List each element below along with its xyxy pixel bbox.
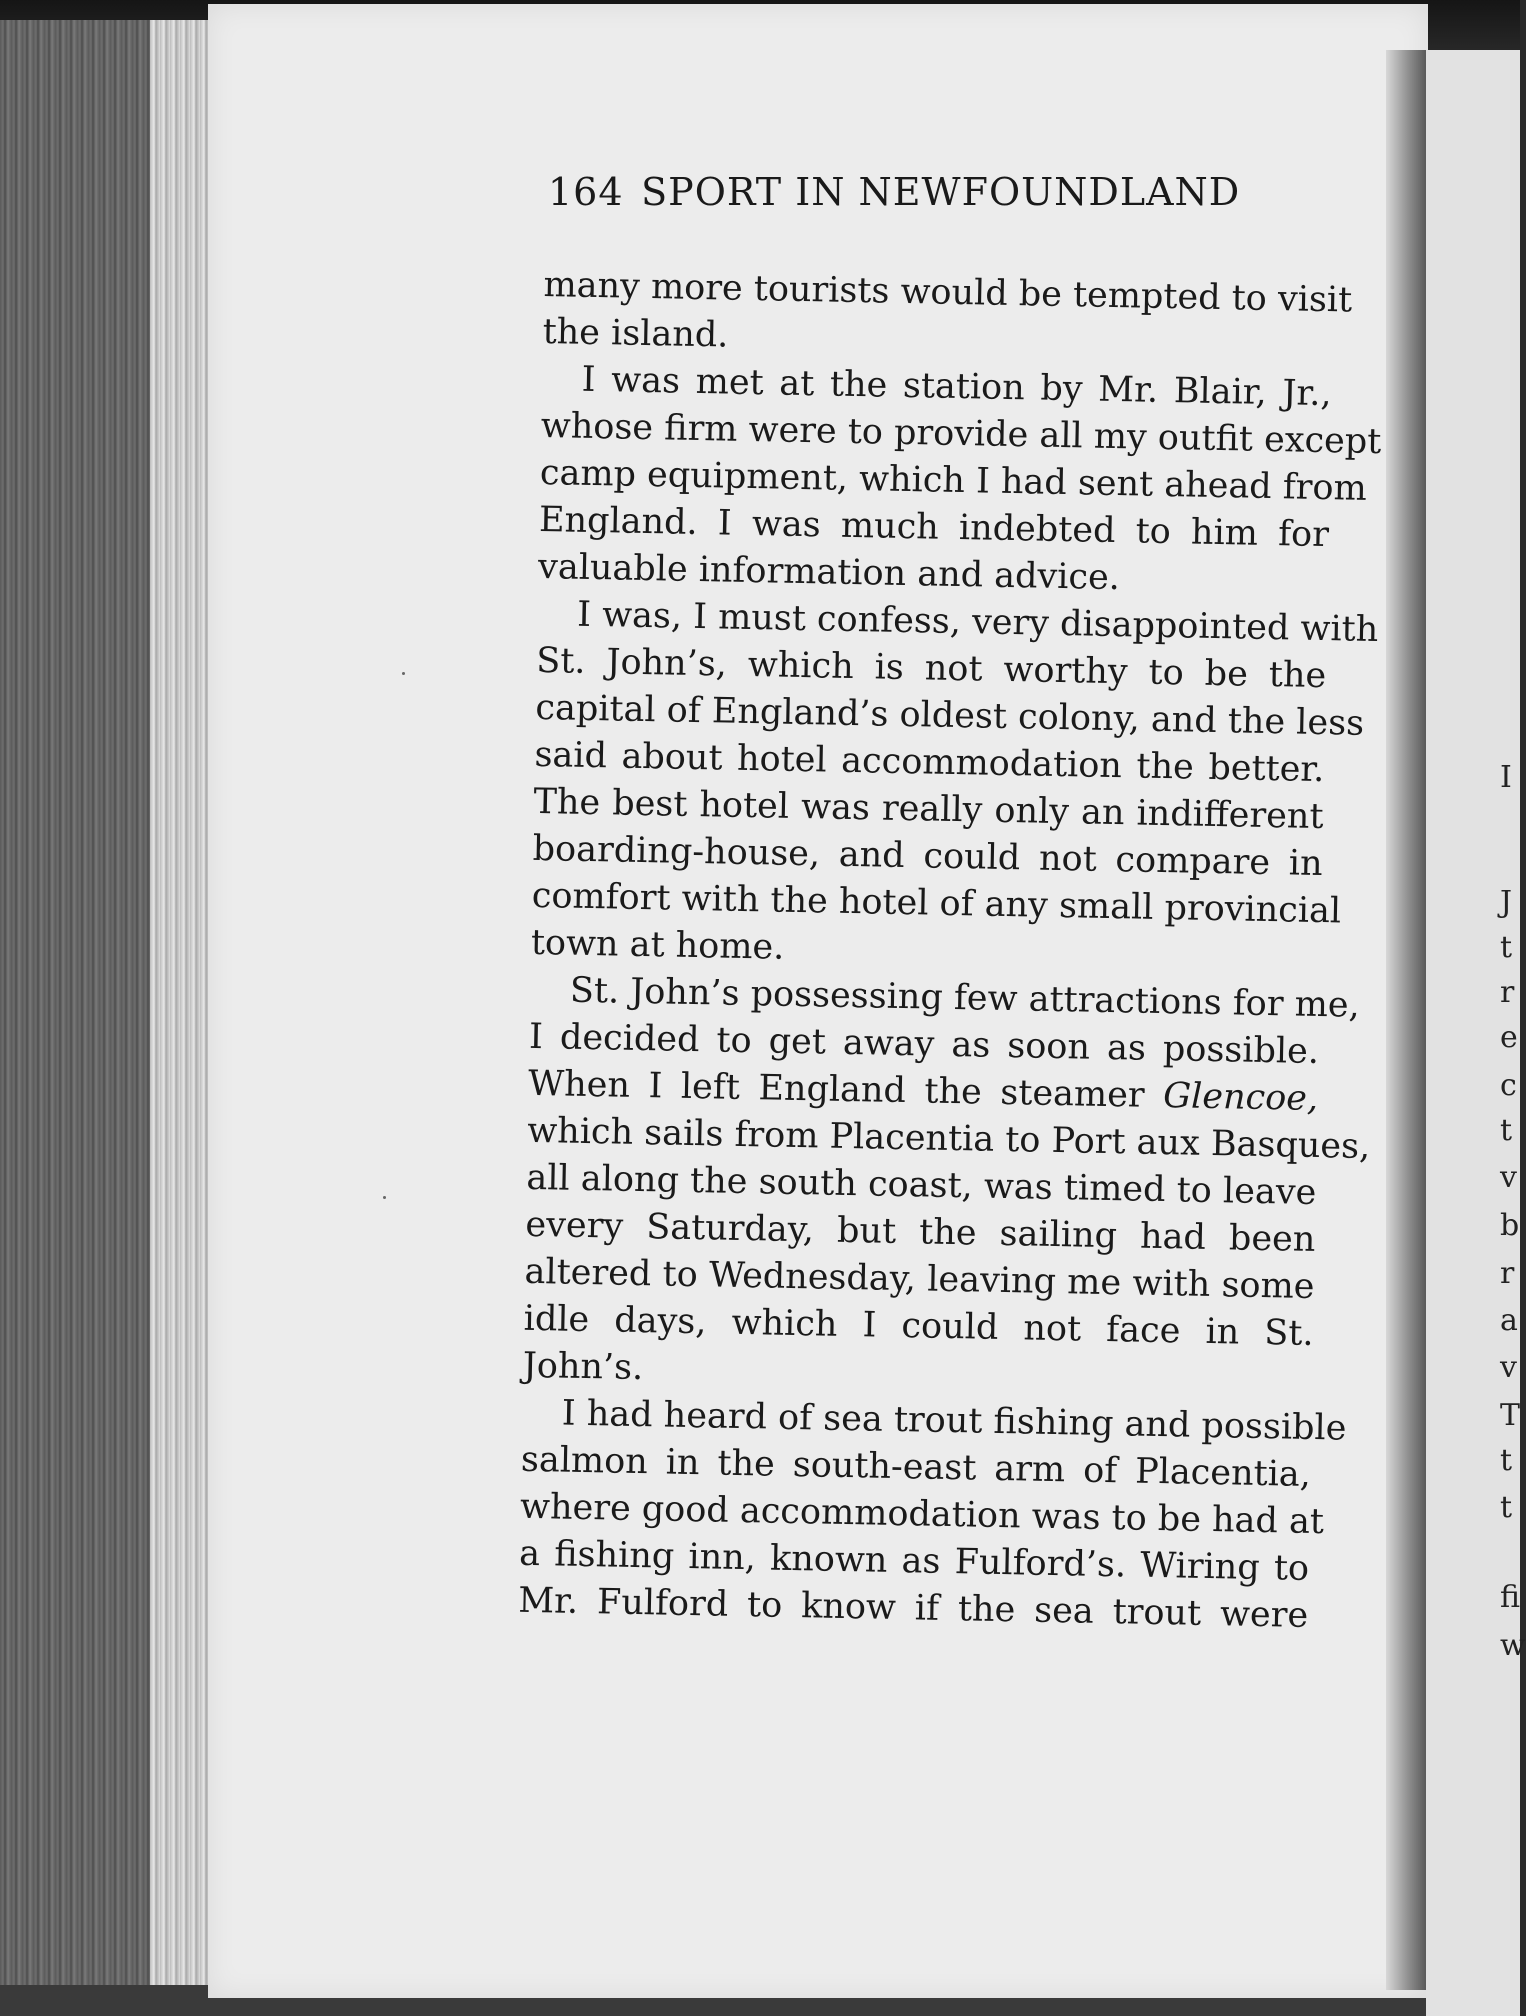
text-line: I decided to get away as soon as possible. (528, 1016, 1320, 1073)
next-page-char: t (1500, 1443, 1513, 1478)
text-line: valuable information and advice. (537, 546, 1121, 599)
text-line: camp equipment, which I had sent ahead from (539, 452, 1368, 509)
text-line: town at home. (530, 922, 785, 968)
body-text (517, 262, 1382, 1640)
next-page-char: w (1500, 1628, 1526, 1663)
next-page-char: T (1500, 1398, 1521, 1433)
next-page-char: t (1500, 1490, 1513, 1525)
text-line: salmon in the south-east arm of Placentia, (520, 1439, 1312, 1495)
running-title: SPORT IN NEWFOUNDLAND (641, 170, 1241, 214)
text-line: all along the south coast, was timed to leave (526, 1157, 1317, 1213)
text-line: a fishing inn, known as Fulford’s. Wiring to (518, 1533, 1310, 1589)
text-line: which sails from Placentia to Port aux Basques, (526, 1110, 1371, 1168)
text-line: every Saturday, but the sailing had been (525, 1204, 1316, 1260)
next-page-char: v (1500, 1160, 1517, 1195)
book-gutter (1386, 50, 1426, 1990)
text-line: where good accommodation was to be had at (519, 1486, 1325, 1543)
text-line: I was, I must confess, very disappointed with (576, 594, 1379, 651)
text-line: When I left England the steamer (527, 1063, 1164, 1117)
next-page-char: I (1500, 760, 1512, 795)
text-line: many more tourists would be tempted to visit (543, 264, 1353, 321)
text-line: said about hotel accommodation the better. (534, 734, 1325, 791)
next-page-char: e (1500, 1020, 1518, 1055)
next-page-char: t (1500, 1113, 1513, 1148)
next-page-char: b (1500, 1208, 1520, 1243)
next-page-char: fi (1500, 1580, 1521, 1615)
text-line: comfort with the hotel of any small provincial (531, 875, 1342, 932)
dust-speck (383, 1196, 386, 1199)
text-line: St. John’s, which is not worthy to be the (535, 640, 1327, 697)
text-line: The best hotel was really only an indifferent (533, 781, 1324, 838)
next-page-char: t (1500, 930, 1513, 965)
text-line: idle days, which I could not face in St. (523, 1298, 1314, 1354)
next-page-char: a (1500, 1303, 1518, 1338)
text-line: Mr. Fulford to know if the sea trout were (517, 1580, 1309, 1636)
text-line: England. I was much indebted to him for (538, 499, 1330, 556)
next-page-char: v (1500, 1350, 1517, 1385)
text-line: boarding-house, and could not compare in (532, 828, 1323, 885)
text-line: John’s. (522, 1345, 644, 1389)
running-header (548, 170, 1241, 214)
text-line: I was met at the station by Mr. Blair, Jr., (581, 359, 1332, 415)
ship-name: Glencoe, (1162, 1076, 1319, 1120)
next-page-char: r (1500, 1256, 1515, 1291)
text-line: St. John’s possessing few attractions for me, (569, 970, 1361, 1026)
dust-speck (402, 672, 405, 675)
page-number: 164 (548, 170, 624, 214)
text-line: whose firm were to provide all my outfit except (540, 405, 1382, 463)
text-line: capital of England’s oldest colony, and the less (535, 687, 1365, 744)
next-page-char: J (1500, 885, 1513, 920)
text-line: the island. (542, 311, 729, 356)
next-page-char: r (1500, 975, 1515, 1010)
text-line: altered to Wednesday, leaving me with some (524, 1251, 1315, 1307)
next-page-char: c (1500, 1068, 1517, 1103)
text-line: I had heard of sea trout fishing and possible (561, 1393, 1347, 1449)
